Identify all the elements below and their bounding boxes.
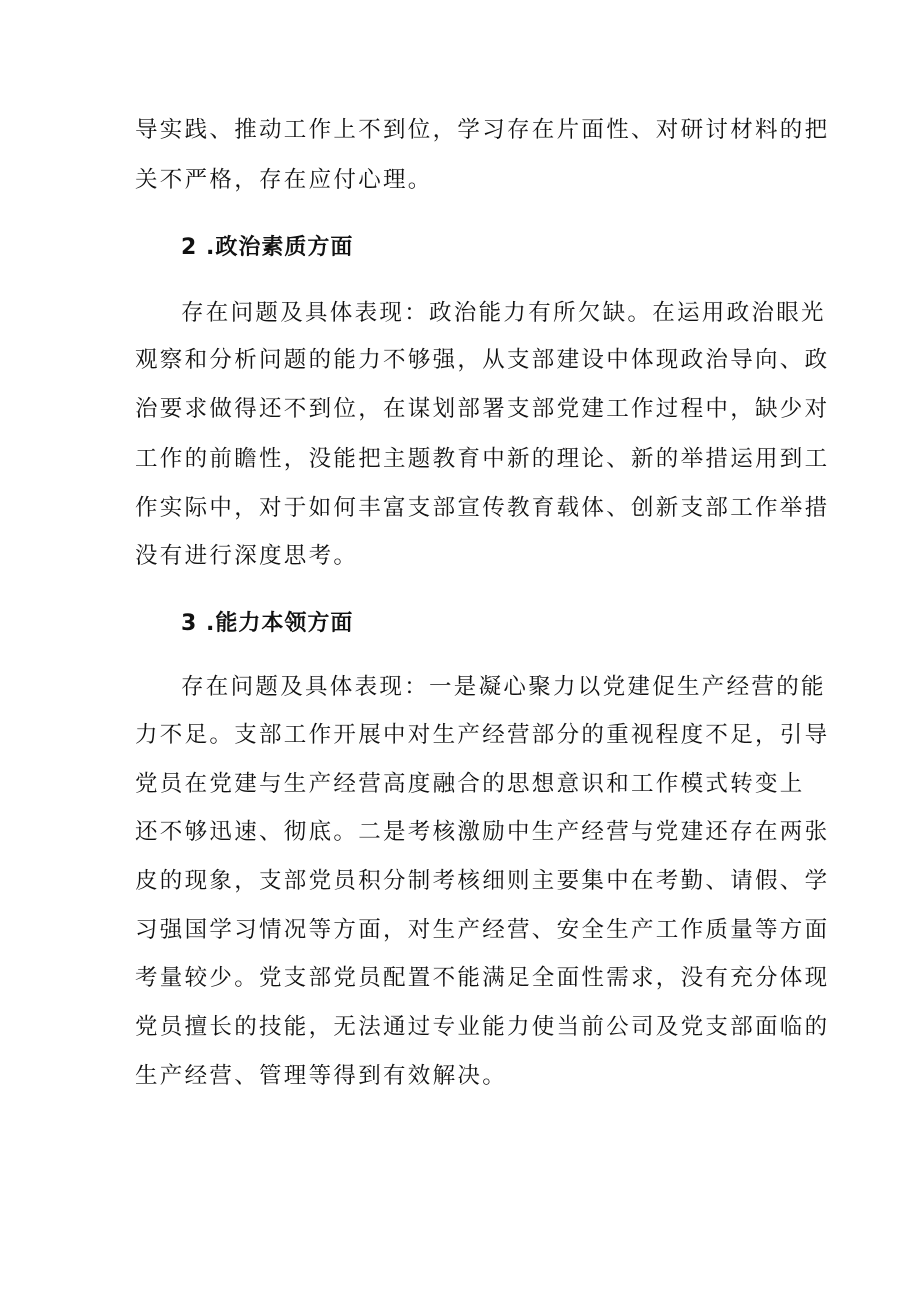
paragraph-line: 作实际中，对于如何丰富支部宣传教育载体、创新支部工作举措 (135, 495, 830, 521)
paragraph-line: 关不严格，存在应付心理。 (135, 167, 433, 193)
paragraph-line: 还不够迅速、彻底。二是考核激励中生产经营与党建还存在两张 (135, 819, 830, 845)
paragraph-line: 生产经营、管理等得到有效解决。 (135, 1063, 508, 1089)
section-heading-ability: 3 .能力本领方面 (181, 611, 354, 636)
paragraph-line: 工作的前瞻性，没能把主题教育中新的理论、新的举措运用到工 (135, 446, 830, 472)
paragraph-line: 治要求做得还不到位，在谋划部署支部党建工作过程中，缺少对 (135, 396, 830, 422)
paragraph-line: 习强国学习情况等方面，对生产经营、安全生产工作质量等方面 (135, 917, 830, 943)
paragraph-line: 存在问题及具体表现：政治能力有所欠缺。在运用政治眼光 (181, 300, 826, 326)
paragraph-line: 党员擅长的技能，无法通过专业能力使当前公司及党支部面临的 (135, 1014, 830, 1040)
paragraph-line: 没有进行深度思考。 (135, 543, 359, 569)
paragraph-line: 观察和分析问题的能力不够强，从支部建设中体现政治导向、政 (135, 347, 830, 373)
paragraph-line: 皮的现象，支部党员积分制考核细则主要集中在考勤、请假、学 (135, 868, 830, 894)
paragraph-line: 力不足。支部工作开展中对生产经营部分的重视程度不足，引导 (135, 722, 830, 748)
paragraph-line: 考量较少。党支部党员配置不能满足全面性需求，没有充分体现 (135, 965, 830, 991)
paragraph-line: 党员在党建与生产经营高度融合的思想意识和工作模式转变上 (135, 771, 805, 797)
paragraph-line: 存在问题及具体表现：一是凝心聚力以党建促生产经营的能 (181, 674, 826, 700)
section-heading-political-quality: 2 .政治素质方面 (181, 235, 354, 260)
paragraph-line: 导实践、推动工作上不到位，学习存在片面性、对研讨材料的把 (135, 117, 830, 143)
